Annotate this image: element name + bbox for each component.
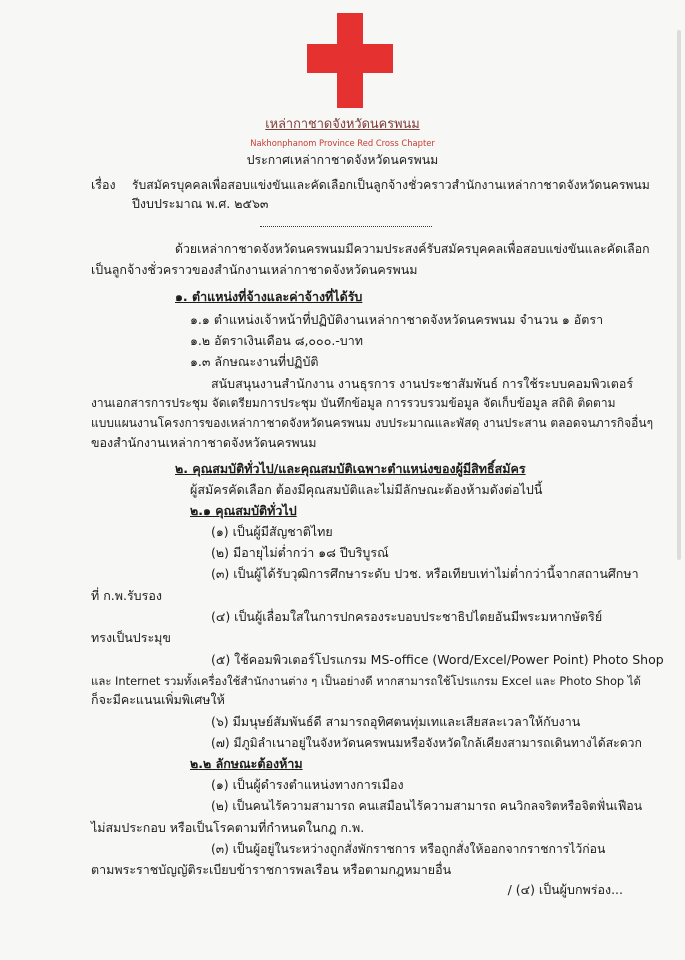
subject-line-2: ปีงบประมาณ พ.ศ. ๒๕๖๓	[132, 196, 269, 211]
subject-line-1: รับสมัครบุคคลเพื่อสอบแข่งขันและคัดเลือกเป็นลูกจ้างชั่วคราวสำนักงานเหล่ากาชาดจังหวัดนครพนม	[132, 178, 650, 192]
prohibition-3-line-2: ตามพระราชบัญญัติระเบียบข้าราชการพลเรือน หรือตามกฎหมายอื่น	[91, 862, 452, 877]
qualification-2: (๒) มีอายุไม่ต่ำกว่า ๑๘ ปีบริบูรณ์	[211, 545, 389, 560]
scrollbar[interactable]	[677, 30, 681, 560]
qualification-7: (๗) มีภูมิลำเนาอยู่ในจังหวัดนครพนมหรือจังหวัดใกล้เคียงสามารถเดินทางได้สะดวก	[211, 736, 642, 750]
subject-label: เรื่อง	[91, 177, 116, 192]
intro-line-1: ด้วยเหล่ากาชาดจังหวัดนครพนมมีความประสงค์รับสมัครบุคคลเพื่อสอบแข่งขันและคัดเลือก	[175, 242, 650, 256]
org-title-english: Nakhonphanom Province Red Cross Chapter	[250, 138, 435, 148]
qualification-6: (๖) มีมนุษย์สัมพันธ์ดี สามารถอุทิศตนทุ่มเทและเสียสละเวลาให้กับงาน	[211, 714, 581, 729]
duty-line-3: แบบแผนงานโครงการของเหล่ากาชาดจังหวัดนครพนม งบประมาณและพัสดุ งานประสาน ตลอดจนภารกิจอื่นๆ	[91, 416, 654, 430]
announcement-title: ประกาศเหล่ากาชาดจังหวัดนครพนม	[246, 153, 439, 167]
qualification-3-line-2: ที่ ก.พ.รับรอง	[91, 588, 162, 603]
section-2-heading: ๒. คุณสมบัติทั่วไป/และคุณสมบัติเฉพาะตำแหน่งของผู้มีสิทธิ์สมัคร	[175, 461, 526, 476]
section-1-heading: ๑. ตำแหน่งที่จ้างและค่าจ้างที่ได้รับ	[175, 289, 363, 304]
section-2-1-heading: ๒.๑ คุณสมบัติทั่วไป	[190, 503, 297, 518]
qualification-4-line-1: (๔) เป็นผู้เลื่อมใสในการปกครองระบอบประชาธิปไตยอันมีพระมหากษัตริย์	[211, 609, 603, 624]
qualification-4-line-2: ทรงเป็นประมุข	[91, 630, 171, 645]
section-2-2-heading: ๒.๒ ลักษณะต้องห้าม	[190, 756, 303, 771]
prohibition-2-line-2: ไม่สมประกอบ หรือเป็นโรคตามที่กำหนดในกฎ ก.พ.	[91, 820, 365, 835]
prohibition-1: (๑) เป็นผู้ดำรงตำแหน่งทางการเมือง	[211, 777, 404, 792]
prohibition-2-line-1: (๒) เป็นคนไร้ความสามารถ คนเสมือนไร้ความสามารถ คนวิกลจริตหรือจิตฟั่นเฟือน	[211, 799, 643, 813]
qualification-1: (๑) เป็นผู้มีสัญชาติไทย	[211, 524, 333, 539]
duty-line-4: ของสำนักงานเหล่ากาชาดจังหวัดนครพนม	[91, 435, 317, 450]
section-1-item-1: ๑.๑ ตำแหน่งเจ้าหน้าที่ปฏิบัติงานเหล่ากาชาดจังหวัดนครพนม จำนวน ๑ อัตรา	[190, 312, 604, 327]
qualification-5-line-1: (๕) ใช้คอมพิวเตอร์โปรแกรม MS-office (Word/Excel/Power Point) Photo Shop	[211, 652, 664, 667]
section-1-item-2: ๑.๒ อัตราเงินเดือน ๘,๐๐๐.-บาท	[190, 333, 363, 348]
section-2-intro: ผู้สมัครคัดเลือก ต้องมีคุณสมบัติและไม่มีลักษณะต้องห้ามดังต่อไปนี้	[190, 482, 543, 497]
prohibition-3-line-1: (๓) เป็นผู้อยู่ในระหว่างถูกสั่งพักราชการ หรือถูกสั่งให้ออกจากราชการไว้ก่อน	[211, 842, 606, 856]
qualification-3-line-1: (๓) เป็นผู้ได้รับวุฒิการศึกษาระดับ ปวช. หรือเทียบเท่าไม่ต่ำกว่านี้จากสถานศึกษา	[211, 566, 639, 581]
dotted-separator	[260, 226, 432, 227]
qualification-5-line-3: ก็จะมีคะแนนเพิ่มพิเศษให้	[91, 692, 225, 707]
org-title-thai: เหล่ากาชาดจังหวัดนครพนม	[265, 117, 420, 132]
qualification-5-line-2: และ Internet รวมทั้งเครื่องใช้สำนักงานต่าง ๆ เป็นอย่างดี หากสามารถใช้โปรแกรม Excel และ Photo Shop ได้	[91, 674, 641, 688]
intro-line-2: เป็นลูกจ้างชั่วคราวของสำนักงานเหล่ากาชาดจังหวัดนครพนม	[91, 262, 418, 277]
duty-line-1: สนับสนุนงานสำนักงาน งานธุรการ งานประชาสัมพันธ์ การใช้ระบบคอมพิวเตอร์	[211, 376, 634, 391]
section-1-item-3: ๑.๓ ลักษณะงานที่ปฏิบัติ	[190, 354, 319, 369]
duty-line-2: งานเอกสารการประชุม จัดเตรียมการประชุม บันทึกข้อมูล การรวบรวมข้อมูล จัดเก็บข้อมูล สถิติ ติดตาม	[91, 396, 616, 410]
continued-footer: / (๔) เป็นผู้บกพร่อง...	[507, 882, 623, 897]
